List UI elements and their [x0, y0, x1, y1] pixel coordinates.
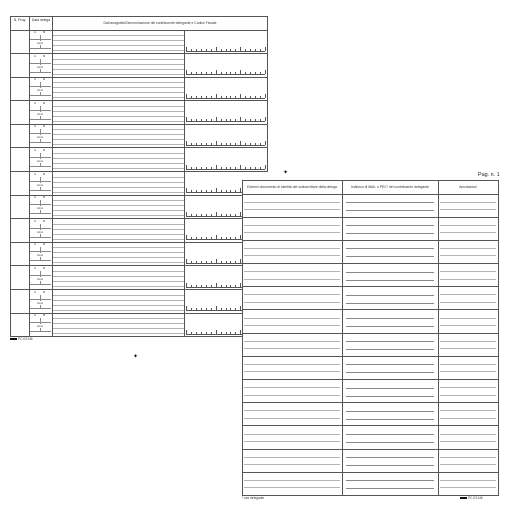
- tax-code-tick: [221, 237, 222, 239]
- tax-code-tick: [260, 72, 261, 74]
- date-label-day: G: [34, 314, 37, 318]
- tax-code-tick: [230, 285, 231, 287]
- tax-code-tick: [196, 190, 197, 192]
- tax-code-tick: [186, 259, 187, 263]
- tax-code-tick: [245, 143, 246, 145]
- tax-code-tick: [211, 237, 212, 239]
- tax-code-tick: [240, 306, 241, 310]
- tax-code-tick: [196, 119, 197, 121]
- tax-code-tick: [235, 49, 236, 51]
- header-date: Data delega: [31, 18, 51, 22]
- tax-code-tick: [216, 165, 217, 169]
- date-label-month: M: [43, 314, 46, 318]
- tax-code-tick: [240, 235, 241, 239]
- tax-code-tick: [235, 332, 236, 334]
- tax-code-tick: [221, 119, 222, 121]
- tax-code-tick: [221, 96, 222, 98]
- date-label-month: M: [43, 267, 46, 270]
- tax-code-tick: [230, 143, 231, 145]
- table-row: [242, 287, 498, 310]
- tax-code-tick: [226, 119, 227, 121]
- tax-code-tick: [260, 49, 261, 51]
- tax-code-tick: [221, 332, 222, 334]
- tax-code-tick: [235, 237, 236, 239]
- tax-code-tick: [235, 190, 236, 192]
- date-label-year: Anno: [37, 136, 44, 140]
- table-row: [242, 310, 498, 333]
- tax-code-tick: [211, 49, 212, 51]
- tax-code-tick: [191, 261, 192, 263]
- date-label-year: Anno: [37, 89, 44, 93]
- tax-code-tick: [206, 167, 207, 169]
- tax-code-tick: [230, 119, 231, 121]
- date-label-month: M: [43, 54, 46, 58]
- date-label-day: G: [34, 125, 37, 129]
- tax-code-tick: [226, 190, 227, 192]
- tax-code-tick: [240, 259, 241, 263]
- tax-code-tick: [201, 190, 202, 192]
- table-row: [10, 313, 268, 337]
- tax-code-tick: [211, 143, 212, 145]
- table-row: [242, 333, 498, 356]
- date-label-year: Anno: [37, 301, 44, 305]
- tax-code-tick: [206, 143, 207, 145]
- tax-code-tick: [186, 188, 187, 192]
- date-label-month: M: [43, 31, 46, 34]
- tax-code-tick: [221, 167, 222, 169]
- tax-code-tick: [255, 119, 256, 121]
- tax-code-tick: [191, 96, 192, 98]
- tax-code-tick: [216, 94, 217, 98]
- tax-code-tick: [230, 261, 231, 263]
- tax-code-tick: [240, 330, 241, 334]
- table-row: [10, 124, 268, 148]
- tax-code-tick: [196, 72, 197, 74]
- tax-code-tick: [211, 308, 212, 310]
- tax-code-tick: [201, 72, 202, 74]
- tax-code-tick: [206, 72, 207, 74]
- tax-code-baseline: [186, 74, 265, 75]
- tax-code-tick: [201, 214, 202, 216]
- top-border: [242, 180, 498, 181]
- tax-code-tick: [255, 167, 256, 169]
- date-label-year: Anno: [37, 183, 44, 187]
- tax-code-tick: [235, 167, 236, 169]
- tax-code-tick: [221, 285, 222, 287]
- table-row: [242, 426, 498, 449]
- tax-code-tick: [206, 308, 207, 310]
- tax-code-tick: [196, 308, 197, 310]
- tax-code-tick: [196, 261, 197, 263]
- tax-code-tick: [250, 49, 251, 51]
- tax-code-tick: [260, 167, 261, 169]
- tax-code-baseline: [186, 51, 265, 52]
- table-row: [10, 148, 268, 172]
- date-label-month: M: [43, 101, 46, 105]
- footnote: * ove delegante: [242, 496, 265, 500]
- tax-code-tick: [226, 72, 227, 74]
- tax-code-tick: [221, 261, 222, 263]
- date-label-month: M: [43, 172, 46, 176]
- registration-mark: ✦: [283, 170, 289, 176]
- tax-code-tick: [206, 49, 207, 51]
- tax-code-tick: [191, 143, 192, 145]
- table-row: [10, 77, 268, 101]
- tax-code-tick: [216, 306, 217, 310]
- tax-code-tick: [191, 49, 192, 51]
- tax-code-tick: [216, 47, 217, 51]
- tax-code-tick: [255, 143, 256, 145]
- tax-code-tick: [226, 167, 227, 169]
- table-row: [242, 449, 498, 472]
- header-mail: Indirizzo di MAIL o PEC* del contribuente delegante: [351, 185, 429, 189]
- tax-code-tick: [221, 190, 222, 192]
- date-label-day: G: [34, 290, 37, 294]
- tax-code-tick: [211, 214, 212, 216]
- tax-code-tick: [230, 96, 231, 98]
- tax-code-tick: [265, 70, 266, 74]
- date-label-year: Anno: [37, 254, 44, 258]
- tax-code-baseline: [186, 169, 265, 170]
- tax-code-tick: [196, 96, 197, 98]
- tax-code-baseline: [186, 145, 265, 146]
- date-label-month: M: [43, 78, 46, 82]
- tax-code-tick: [201, 261, 202, 263]
- date-label-year: Anno: [37, 278, 44, 281]
- tax-code-tick: [226, 308, 227, 310]
- tax-code-tick: [206, 96, 207, 98]
- tax-code-tick: [216, 188, 217, 192]
- table-row: [10, 290, 268, 314]
- date-label-month: M: [43, 290, 46, 294]
- tax-code-tick: [230, 237, 231, 239]
- tax-code-tick: [260, 96, 261, 98]
- tax-code-tick: [235, 72, 236, 74]
- tax-code-tick: [216, 259, 217, 263]
- table-row: [10, 54, 268, 78]
- tax-code-tick: [226, 237, 227, 239]
- tax-code-tick: [191, 119, 192, 121]
- tax-code-tick: [191, 237, 192, 239]
- tax-code-tick: [230, 167, 231, 169]
- tax-code-tick: [250, 143, 251, 145]
- tax-code-tick: [206, 332, 207, 334]
- tax-code-tick: [245, 96, 246, 98]
- header-name: Dati anagrafici/Denominazione del contribuente delegante e Codice Fiscale: [103, 21, 217, 25]
- date-label-year: Anno: [37, 325, 44, 329]
- tax-code-tick: [191, 167, 192, 169]
- tax-code-tick: [265, 94, 266, 98]
- tax-code-tick: [265, 47, 266, 51]
- tax-code-tick: [216, 141, 217, 145]
- tax-code-tick: [230, 49, 231, 51]
- tax-code-tick: [255, 72, 256, 74]
- tax-code-tick: [265, 165, 266, 169]
- tax-code-tick: [201, 96, 202, 98]
- tax-code-tick: [216, 70, 217, 74]
- date-label-month: M: [43, 196, 46, 200]
- tax-code-tick: [211, 72, 212, 74]
- tax-code-tick: [235, 96, 236, 98]
- tax-code-tick: [230, 308, 231, 310]
- tax-code-tick: [250, 96, 251, 98]
- tax-code-tick: [240, 70, 241, 74]
- tax-code-tick: [240, 165, 241, 169]
- tax-code-tick: [191, 214, 192, 216]
- tax-code-tick: [245, 119, 246, 121]
- tax-code-tick: [186, 306, 187, 310]
- tax-code-tick: [211, 119, 212, 121]
- table-row: [10, 101, 268, 125]
- tax-code-tick: [245, 49, 246, 51]
- tax-code-tick: [201, 143, 202, 145]
- date-label-month: M: [43, 219, 46, 223]
- tax-code-tick: [196, 237, 197, 239]
- table-row: [242, 217, 498, 240]
- tax-code-tick: [186, 330, 187, 334]
- tax-code-tick: [221, 72, 222, 74]
- tax-code-tick: [235, 261, 236, 263]
- brand-logo: [460, 497, 467, 499]
- tax-code-tick: [230, 72, 231, 74]
- tax-code-tick: [211, 190, 212, 192]
- tax-code-tick: [186, 165, 187, 169]
- date-label-day: G: [34, 219, 37, 223]
- date-label-day: G: [34, 172, 37, 176]
- date-label-day: G: [34, 196, 37, 200]
- tax-code-tick: [230, 190, 231, 192]
- tax-code-tick: [221, 308, 222, 310]
- tax-code-tick: [216, 283, 217, 287]
- tax-code-tick: [255, 96, 256, 98]
- tax-code-tick: [235, 119, 236, 121]
- table-row: [10, 242, 268, 266]
- date-label-day: G: [34, 267, 37, 270]
- top-border: [10, 16, 268, 17]
- tax-code-tick: [206, 285, 207, 287]
- tax-code-tick: [255, 49, 256, 51]
- tax-code-tick: [250, 119, 251, 121]
- tax-code-tick: [186, 117, 187, 121]
- date-label-year: Anno: [37, 160, 44, 163]
- date-label-year: Anno: [37, 112, 44, 116]
- tax-code-tick: [191, 190, 192, 192]
- register-sheet-right: [242, 172, 500, 502]
- date-label-month: M: [43, 243, 46, 247]
- tax-code-tick: [240, 283, 241, 287]
- tax-code-tick: [226, 332, 227, 334]
- tax-code-tick: [196, 285, 197, 287]
- right-form-code: PC E2146: [460, 496, 483, 500]
- tax-code-tick: [206, 190, 207, 192]
- tax-code-tick: [191, 285, 192, 287]
- tax-code-tick: [240, 94, 241, 98]
- tax-code-tick: [201, 285, 202, 287]
- tax-code-tick: [186, 94, 187, 98]
- table-row: [242, 380, 498, 403]
- table-row: [242, 472, 498, 495]
- tax-code-tick: [260, 143, 261, 145]
- tax-code-tick: [201, 332, 202, 334]
- tax-code-tick: [216, 330, 217, 334]
- tax-code-tick: [240, 117, 241, 121]
- date-label-day: G: [34, 101, 37, 105]
- table-row: [10, 172, 268, 196]
- tax-code-tick: [201, 237, 202, 239]
- tax-code-tick: [211, 261, 212, 263]
- tax-code-tick: [221, 214, 222, 216]
- table-row: [10, 30, 268, 54]
- tax-code-tick: [265, 117, 266, 121]
- table-row: [242, 403, 498, 426]
- tax-code-tick: [196, 332, 197, 334]
- brand-logo: [10, 338, 17, 340]
- date-label-year: Anno: [37, 42, 44, 45]
- tax-code-tick: [235, 285, 236, 287]
- page-number: Pag. n. 1: [478, 172, 500, 178]
- row-bottom-rule: [10, 336, 268, 337]
- tax-code-tick: [240, 212, 241, 216]
- tax-code-tick: [235, 308, 236, 310]
- tax-code-tick: [216, 235, 217, 239]
- date-label-day: G: [34, 243, 37, 247]
- tax-code-tick: [240, 141, 241, 145]
- table-row: [242, 240, 498, 263]
- tax-code-tick: [230, 214, 231, 216]
- left-form-code: PC E2146: [10, 337, 33, 341]
- tax-code-tick: [196, 214, 197, 216]
- tax-code-tick: [191, 72, 192, 74]
- tax-code-tick: [191, 308, 192, 310]
- tax-code-tick: [226, 49, 227, 51]
- tax-code-tick: [201, 119, 202, 121]
- tax-code-tick: [201, 308, 202, 310]
- tax-code-tick: [265, 141, 266, 145]
- tax-code-tick: [206, 119, 207, 121]
- tax-code-tick: [226, 96, 227, 98]
- tax-code-tick: [226, 261, 227, 263]
- table-row: [242, 194, 498, 217]
- date-label-month: M: [43, 149, 46, 152]
- tax-code-tick: [221, 143, 222, 145]
- tax-code-tick: [250, 167, 251, 169]
- tax-code-tick: [186, 141, 187, 145]
- date-label-day: G: [34, 78, 37, 82]
- tax-code-tick: [240, 47, 241, 51]
- tax-code-tick: [221, 49, 222, 51]
- tax-code-tick: [226, 214, 227, 216]
- tax-code-tick: [191, 332, 192, 334]
- tax-code-tick: [245, 72, 246, 74]
- tax-code-tick: [230, 332, 231, 334]
- tax-code-tick: [235, 143, 236, 145]
- table-row: [10, 266, 268, 290]
- tax-code-tick: [240, 188, 241, 192]
- table-row: [242, 264, 498, 287]
- date-label-year: Anno: [37, 230, 44, 234]
- tax-code-tick: [226, 143, 227, 145]
- date-label-year: Anno: [37, 65, 44, 69]
- tax-code-tick: [206, 237, 207, 239]
- tax-code-tick: [250, 72, 251, 74]
- tax-code-tick: [186, 70, 187, 74]
- table-row: [10, 219, 268, 243]
- table-row: [10, 195, 268, 219]
- date-label-year: Anno: [37, 207, 44, 211]
- register-sheet-left: [10, 16, 268, 346]
- tax-code-tick: [260, 119, 261, 121]
- tax-code-tick: [201, 167, 202, 169]
- tax-code-tick: [216, 117, 217, 121]
- tax-code-tick: [245, 167, 246, 169]
- tax-code-tick: [211, 167, 212, 169]
- tax-code-baseline: [186, 121, 265, 122]
- tax-code-tick: [211, 332, 212, 334]
- registration-mark: ✦: [133, 354, 139, 360]
- tax-code-tick: [186, 283, 187, 287]
- date-label-month: M: [43, 125, 46, 129]
- tax-code-tick: [201, 49, 202, 51]
- tax-code-tick: [216, 212, 217, 216]
- tax-code-tick: [226, 285, 227, 287]
- date-label-day: G: [34, 31, 37, 34]
- header-id-document: Estremi documento di identità del sottoscrittore della delega: [247, 185, 337, 189]
- date-label-day: G: [34, 149, 37, 152]
- tax-code-tick: [196, 49, 197, 51]
- tax-code-tick: [206, 261, 207, 263]
- tax-code-tick: [211, 285, 212, 287]
- header-prog: N. Prog.: [13, 18, 27, 22]
- tax-code-tick: [186, 235, 187, 239]
- tax-code-tick: [211, 96, 212, 98]
- tax-code-tick: [235, 214, 236, 216]
- tax-code-tick: [186, 212, 187, 216]
- tax-code-tick: [186, 47, 187, 51]
- tax-code-tick: [196, 167, 197, 169]
- table-row: [242, 356, 498, 379]
- date-label-day: G: [34, 54, 37, 58]
- tax-code-tick: [196, 143, 197, 145]
- tax-code-tick: [206, 214, 207, 216]
- header-notes: Annotazioni: [459, 185, 477, 189]
- tax-code-baseline: [186, 98, 265, 99]
